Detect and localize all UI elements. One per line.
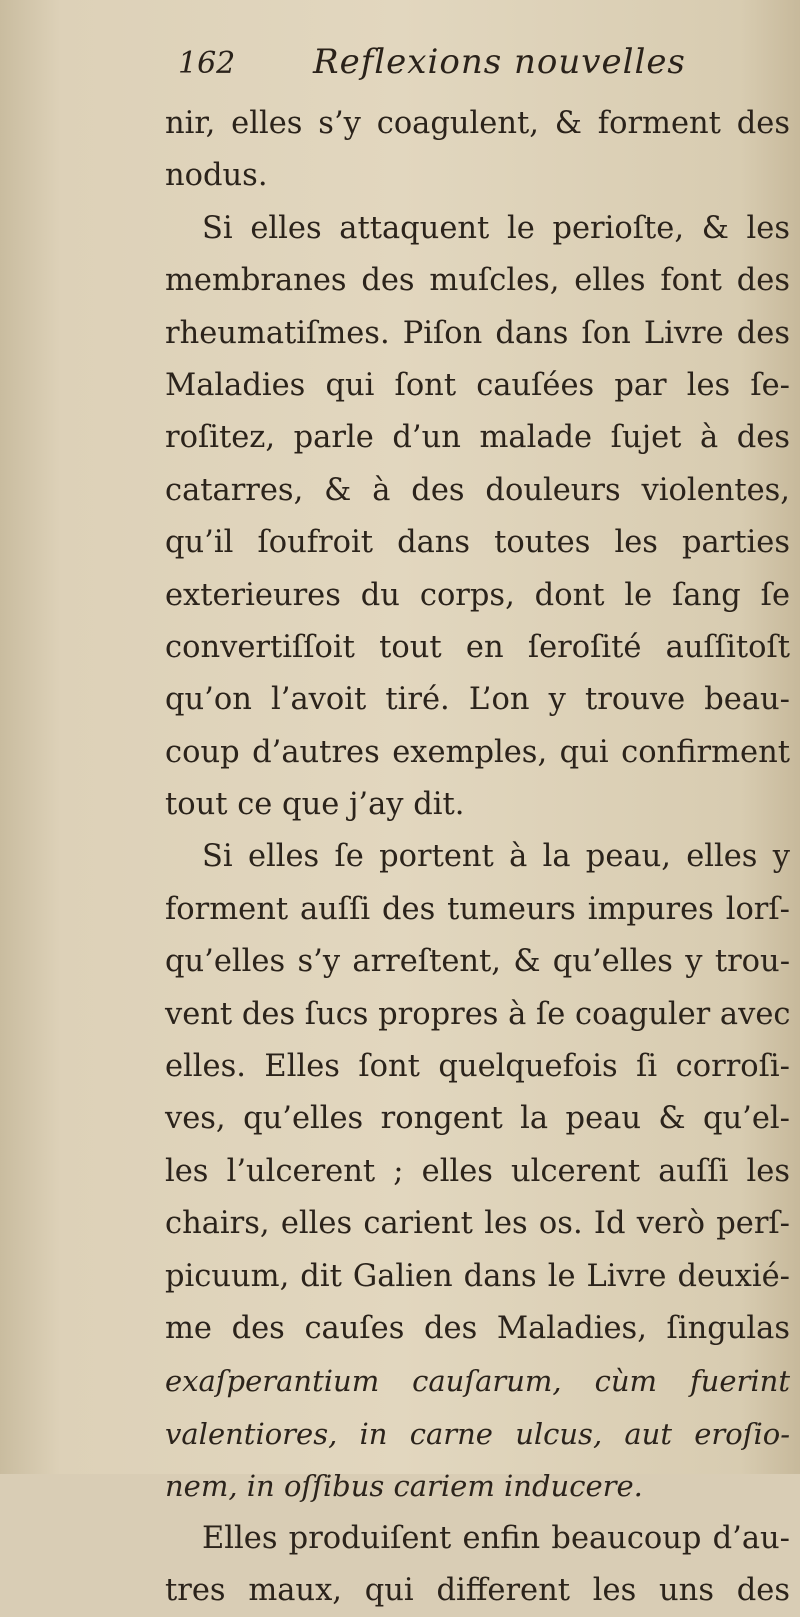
text-line: nodus. — [165, 158, 268, 194]
text-line: catarres, & à des douleurs violentes, — [165, 472, 790, 508]
text-line: nir, elles s’y coagulent, & forment des — [165, 106, 790, 141]
text-line: coup d’autres exemples, qui confirment — [165, 734, 790, 770]
text-line: picuum, dit Galien dans le Livre deuxié- — [165, 1258, 790, 1294]
text-line: qu’elles s’y arreſtent, & qu’elles y trou- — [165, 944, 790, 980]
running-title: Reflexions nouvelles — [313, 42, 686, 82]
text-line: tres maux, qui different les uns des — [165, 1572, 790, 1608]
text-line: Elles produiſent enfin beaucoup d’au- — [202, 1520, 790, 1556]
text-line: rheumatiſmes. Piſon dans ſon Livre des — [165, 315, 790, 351]
text-line: nem, in oſſibus cariem inducere. — [165, 1469, 643, 1504]
text-line: chairs, elles carient les os. Id verò perſ- — [165, 1206, 790, 1242]
text-line: roſitez, parle d’un malade ſujet à des — [165, 420, 790, 456]
text-line: ves, qu’elles rongent la peau & qu’el- — [165, 1101, 790, 1137]
text-line: exterieures du corps, dont le ſang ſe — [165, 577, 790, 613]
text-line: qu’il ſoufroit dans toutes les parties — [165, 525, 790, 561]
text-line: vent des ſucs propres à ſe coaguler avec — [165, 996, 791, 1032]
page-number: 162 — [178, 46, 236, 81]
text-line: forment auſſi des tumeurs impures lorſ- — [165, 891, 790, 927]
text-line: qu’on l’avoit tiré. L’on y trouve beau- — [165, 682, 790, 718]
text-line: elles. Elles ſont quelquefois ſi corroſi- — [165, 1049, 790, 1085]
text-line: exaſperantium cauſarum, cùm fuerint — [165, 1364, 790, 1399]
text-line: les l’ulcerent ; elles ulcerent auſſi les — [165, 1153, 790, 1189]
text-line: Si elles ſe portent à la peau, elles y — [202, 839, 790, 875]
text-line: membranes des muſcles, elles font des — [165, 263, 790, 299]
page-header — [178, 42, 778, 92]
text-line: valentiores, in carne ulcus, aut eroſio- — [165, 1416, 790, 1451]
body-text — [165, 98, 790, 1617]
text-line: convertiſſoit tout en ſeroſité auſſitoſt — [165, 629, 790, 665]
text-line: me des cauſes des Maladies, ſingulas — [165, 1310, 790, 1346]
text-line: Maladies qui ſont cauſées par les ſe- — [165, 367, 790, 403]
text-line: Si elles attaquent le perioſte, & les — [202, 210, 790, 246]
text-line: tout ce que j’ay dit. — [165, 787, 465, 823]
